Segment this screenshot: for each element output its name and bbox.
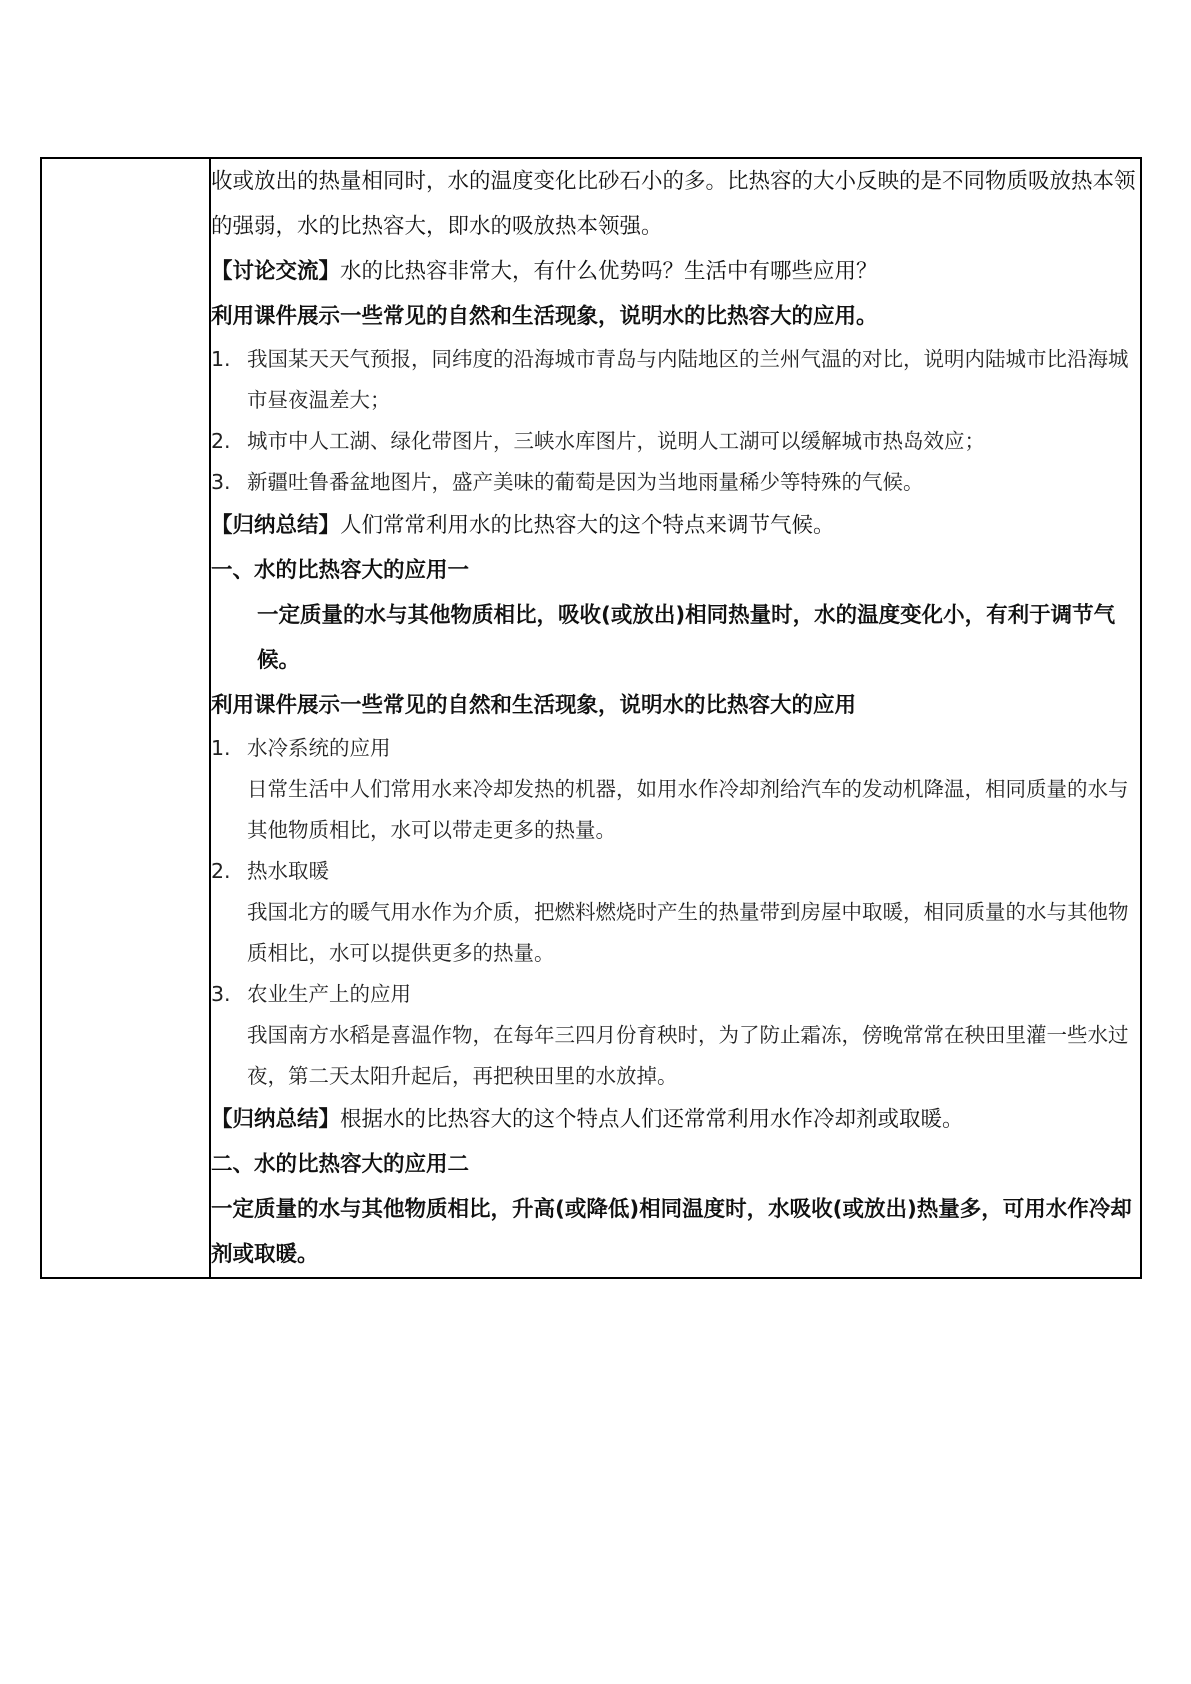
paragraph-courseware-1: 利用课件展示一些常见的自然和生活现象，说明水的比热容大的应用。 [211, 304, 878, 329]
conclusion-text: 人们常常利用水的比热容大的这个特点来调节气候。 [340, 513, 835, 538]
list-item [211, 851, 1140, 892]
list-item [211, 421, 1140, 462]
list-number: 2. [211, 859, 231, 883]
list-item [211, 728, 1140, 769]
paragraph-summary: 收或放出的热量相同时，水的温度变化比砂石小的多。比热容的大小反映的是不同物质吸放热本领的强弱，水的比热容大，即水的吸放热本领强。 [211, 169, 1136, 239]
discussion-text: 水的比热容非常大，有什么优势吗？生活中有哪些应用？ [340, 259, 878, 284]
list-text: 我国某天天气预报，同纬度的沿海城市青岛与内陆地区的兰州气温的对比，说明内陆城市比沿海城市昼夜温差大； [247, 347, 1129, 412]
list-item [211, 339, 1140, 421]
discussion-tag: 【讨论交流】 [211, 259, 341, 284]
list-title: 农业生产上的应用 [247, 982, 411, 1006]
conclusion-text: 根据水的比热容大的这个特点人们还常常利用水作冷却剂或取暖。 [340, 1107, 964, 1132]
content-cell [210, 158, 1141, 1278]
heading-application-1: 一、水的比热容大的应用一 [211, 558, 470, 583]
list-text: 城市中人工湖、绿化带图片，三峡水库图片，说明人工湖可以缓解城市热岛效应； [247, 429, 985, 453]
example-list-2 [211, 728, 1140, 1097]
lesson-table [40, 157, 1142, 1279]
list-item [211, 974, 1140, 1015]
list-number: 2. [211, 429, 231, 453]
paragraph-principle-2: 一定质量的水与其他物质相比，升高(或降低)相同温度时，水吸收(或放出)热量多，可用水作冷却剂或取暖。 [211, 1197, 1132, 1267]
list-body: 我国北方的暖气用水作为介质，把燃料燃烧时产生的热量带到房屋中取暖，相同质量的水与其他物质相比，水可以提供更多的热量。 [247, 900, 1129, 965]
list-number: 3. [211, 470, 231, 494]
left-column-cell [41, 158, 210, 1278]
heading-application-2: 二、水的比热容大的应用二 [211, 1152, 470, 1177]
paragraph-courseware-2: 利用课件展示一些常见的自然和生活现象，说明水的比热容大的应用 [211, 693, 857, 718]
paragraph-discussion [211, 249, 1140, 294]
list-title: 热水取暖 [247, 859, 329, 883]
list-text: 新疆吐鲁番盆地图片，盛产美味的葡萄是因为当地雨量稀少等特殊的气候。 [247, 470, 924, 494]
list-title: 水冷系统的应用 [247, 736, 391, 760]
list-number: 3. [211, 982, 231, 1006]
list-body: 日常生活中人们常用水来冷却发热的机器，如用水作冷却剂给汽车的发动机降温，相同质量的水与其他物质相比，水可以带走更多的热量。 [247, 777, 1129, 842]
table-row [41, 158, 1141, 1278]
example-list-1 [211, 339, 1140, 503]
paragraph-conclusion-2 [211, 1097, 1140, 1142]
paragraph-principle-1: 一定质量的水与其他物质相比，吸收(或放出)相同热量时，水的温度变化小，有利于调节气候。 [257, 603, 1116, 673]
conclusion-tag: 【归纳总结】 [211, 1107, 341, 1132]
paragraph-conclusion-1 [211, 503, 1140, 548]
list-body: 我国南方水稻是喜温作物，在每年三四月份育秧时，为了防止霜冻，傍晚常常在秧田里灌一些水过夜，第二天太阳升起后，再把秧田里的水放掉。 [247, 1023, 1129, 1088]
conclusion-tag: 【归纳总结】 [211, 513, 341, 538]
list-number: 1. [211, 347, 231, 371]
list-number: 1. [211, 736, 231, 760]
list-item [211, 462, 1140, 503]
